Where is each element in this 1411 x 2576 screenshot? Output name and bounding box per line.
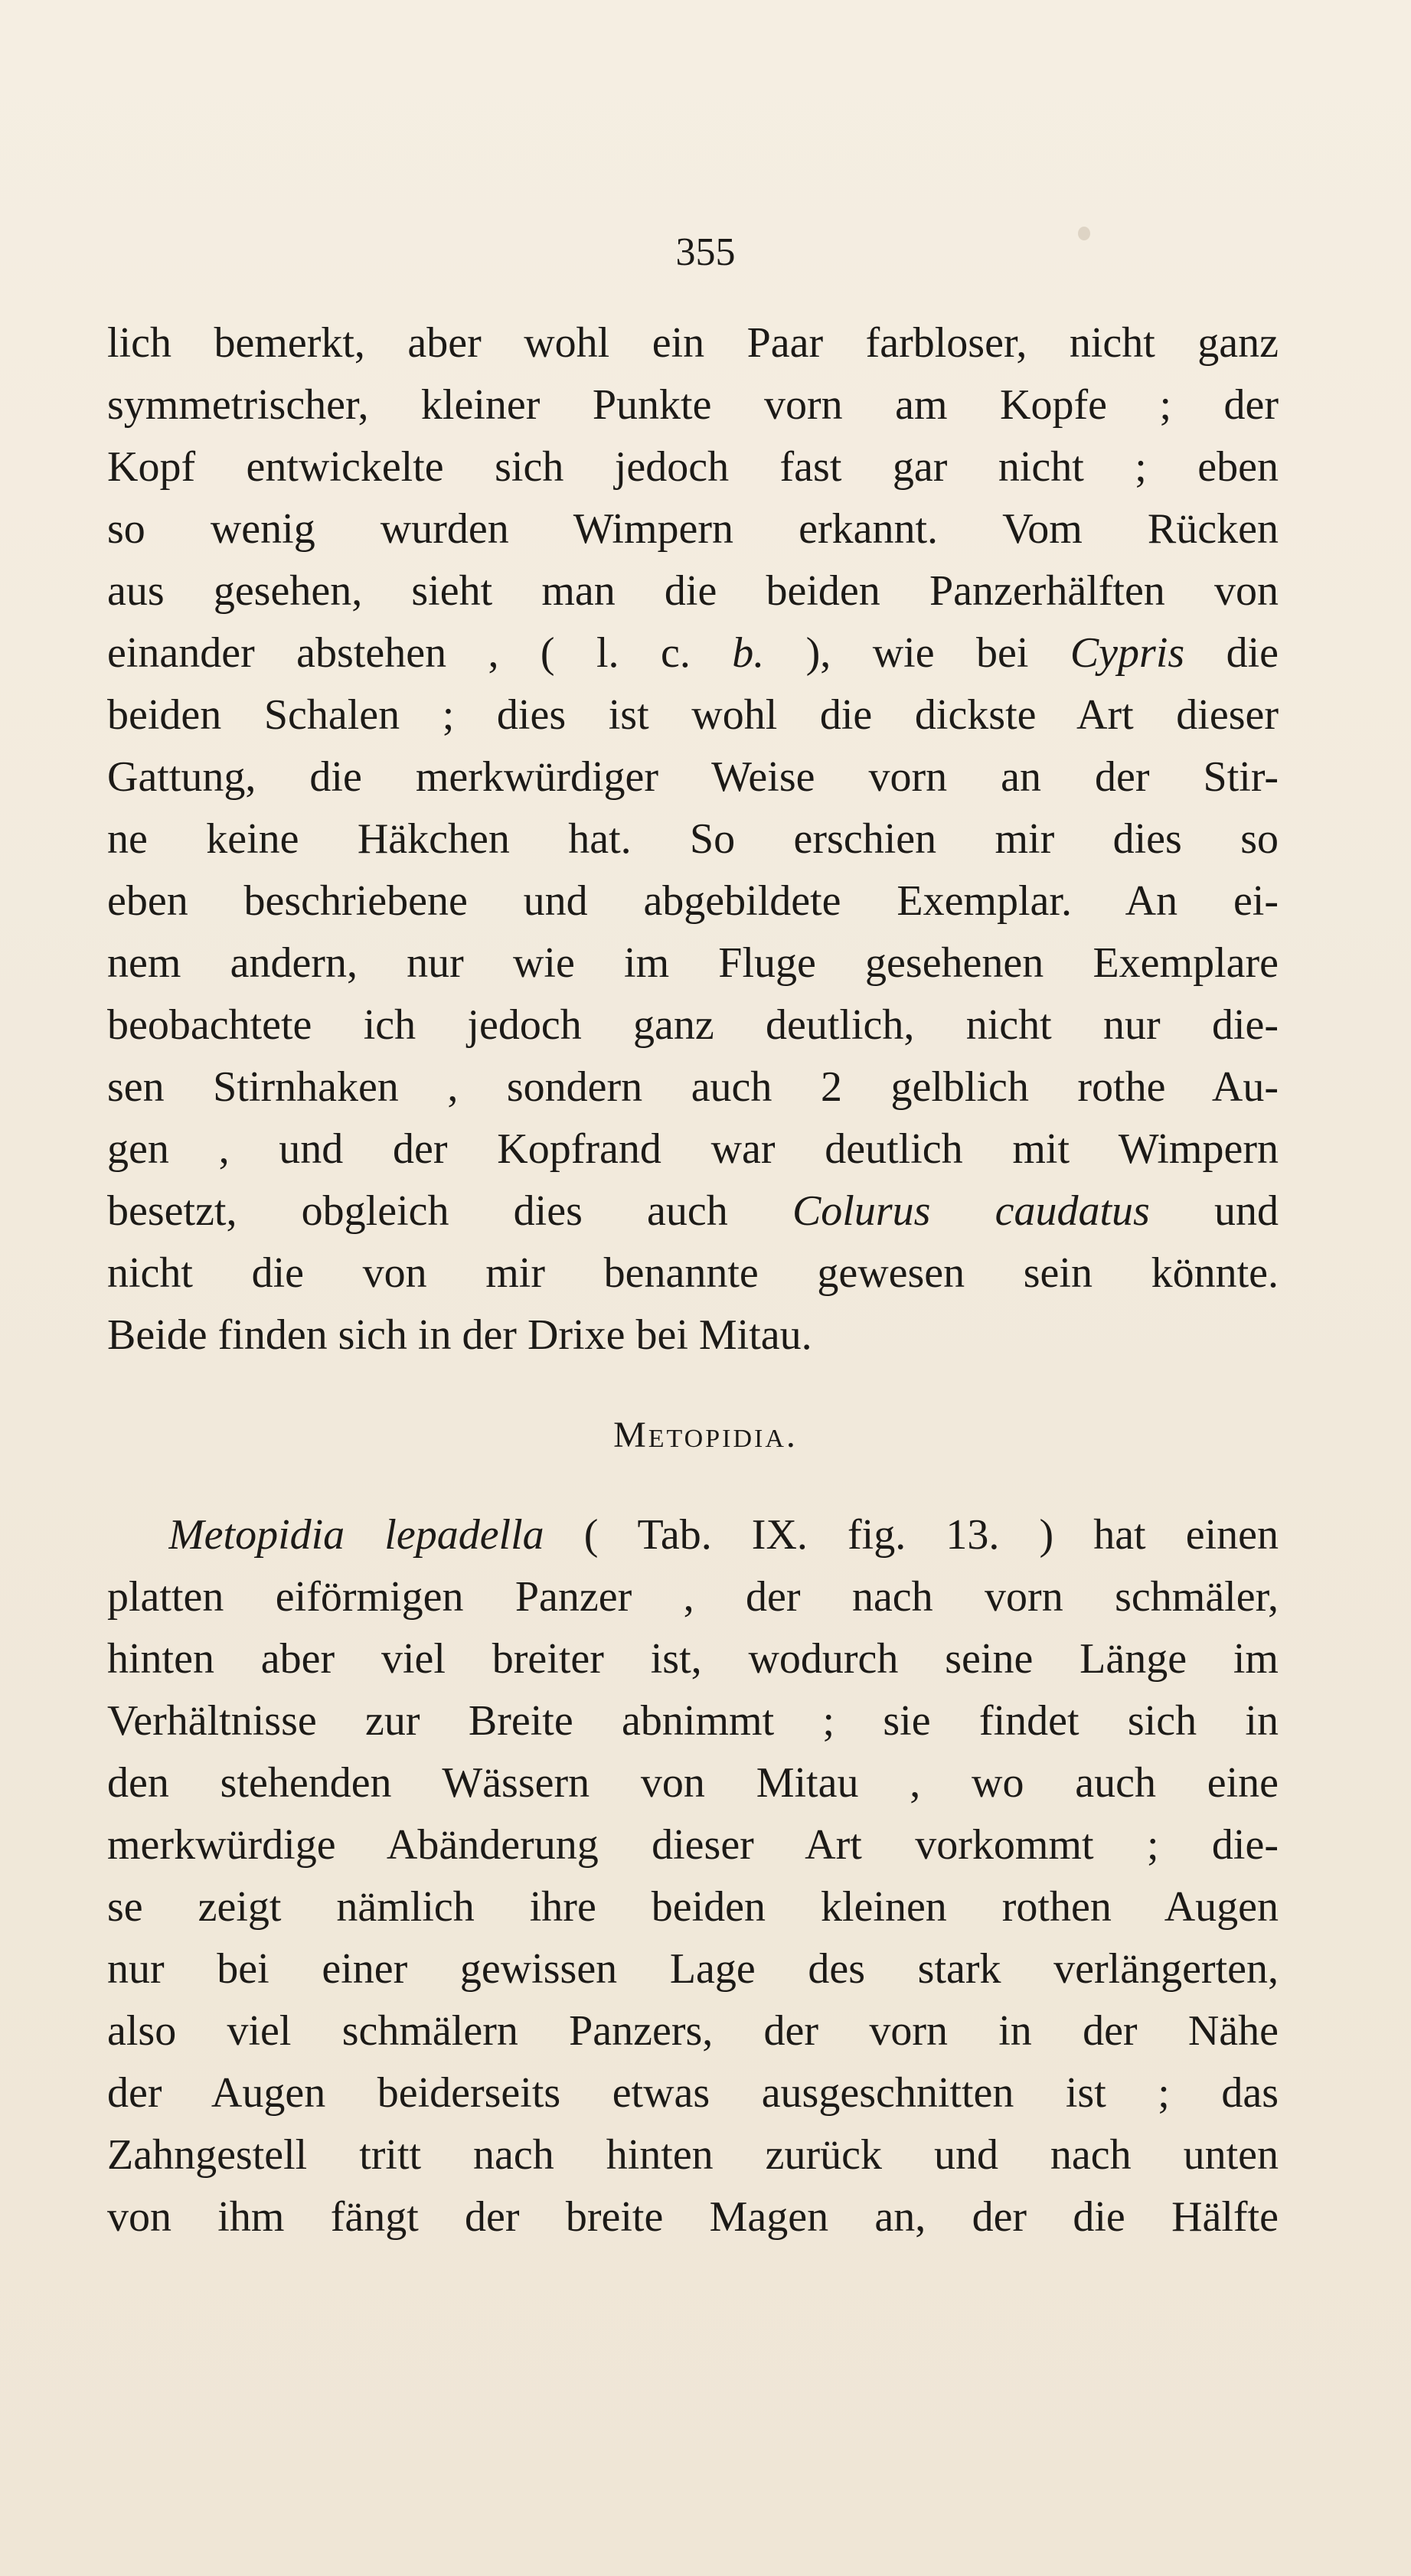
text-line: von ihm fängt der breite Magen an, der die Hälfte	[107, 2193, 1279, 2241]
text-line: Verhältnisse zur Breite abnimmt ; sie findet sich in	[107, 1697, 1279, 1745]
text-line: also viel schmälern Panzers, der vorn in der Nähe	[107, 2007, 1279, 2055]
text-line: nur bei einer gewissen Lage des stark verlängerten,	[107, 1945, 1279, 1993]
section-heading: Metopidia.	[613, 1415, 798, 1455]
text-line: der Augen beiderseits etwas ausgeschnitten ist ; das	[107, 2069, 1279, 2117]
text-line: einander abstehen , ( l. c. b. ), wie bei Cypris die	[107, 629, 1279, 677]
text-line: beobachtete ich jedoch ganz deutlich, nicht nur die-	[107, 1001, 1279, 1049]
text-line: besetzt, obgleich dies auch Colurus caudatus und	[107, 1187, 1279, 1235]
text-line: Beide finden sich in der Drixe bei Mitau.	[107, 1311, 812, 1359]
page-number: 355	[675, 230, 736, 274]
text-line: symmetrischer, kleiner Punkte vorn am Kopfe ; der	[107, 381, 1279, 429]
text-line: lich bemerkt, aber wohl ein Paar farbloser, nicht ganz	[107, 319, 1279, 367]
text-line: den stehenden Wässern von Mitau , wo auch eine	[107, 1759, 1279, 1807]
text-line: Kopf entwickelte sich jedoch fast gar nicht ; eben	[107, 443, 1279, 491]
text-line: gen , und der Kopfrand war deutlich mit Wimpern	[107, 1125, 1279, 1173]
text-line: sen Stirnhaken , sondern auch 2 gelblich rothe Au-	[107, 1063, 1279, 1111]
text-line: merkwürdige Abänderung dieser Art vorkommt ; die-	[107, 1821, 1279, 1869]
text-line: se zeigt nämlich ihre beiden kleinen rothen Augen	[107, 1883, 1279, 1931]
text-line: hinten aber viel breiter ist, wodurch seine Länge im	[107, 1635, 1279, 1683]
text-line: platten eiförmigen Panzer , der nach vorn schmäler,	[107, 1573, 1279, 1621]
text-line: eben beschriebene und abgebildete Exemplar. An ei-	[107, 877, 1279, 925]
text-line: Metopidia lepadella ( Tab. IX. fig. 13. ) hat einen	[168, 1511, 1279, 1559]
text-line: nem andern, nur wie im Fluge gesehenen Exemplare	[107, 939, 1279, 987]
text-line: beiden Schalen ; dies ist wohl die dickste Art dieser	[107, 691, 1279, 739]
text-line: so wenig wurden Wimpern erkannt. Vom Rücken	[107, 505, 1279, 553]
text-line: ne keine Häkchen hat. So erschien mir dies so	[107, 815, 1279, 863]
text-line: aus gesehen, sieht man die beiden Panzerhälften von	[107, 567, 1279, 615]
text-line: Gattung, die merkwürdiger Weise vorn an der Stir-	[107, 753, 1279, 801]
text-line: Zahngestell tritt nach hinten zurück und nach unten	[107, 2131, 1279, 2179]
text-line: nicht die von mir benannte gewesen sein könnte.	[107, 1249, 1279, 1297]
